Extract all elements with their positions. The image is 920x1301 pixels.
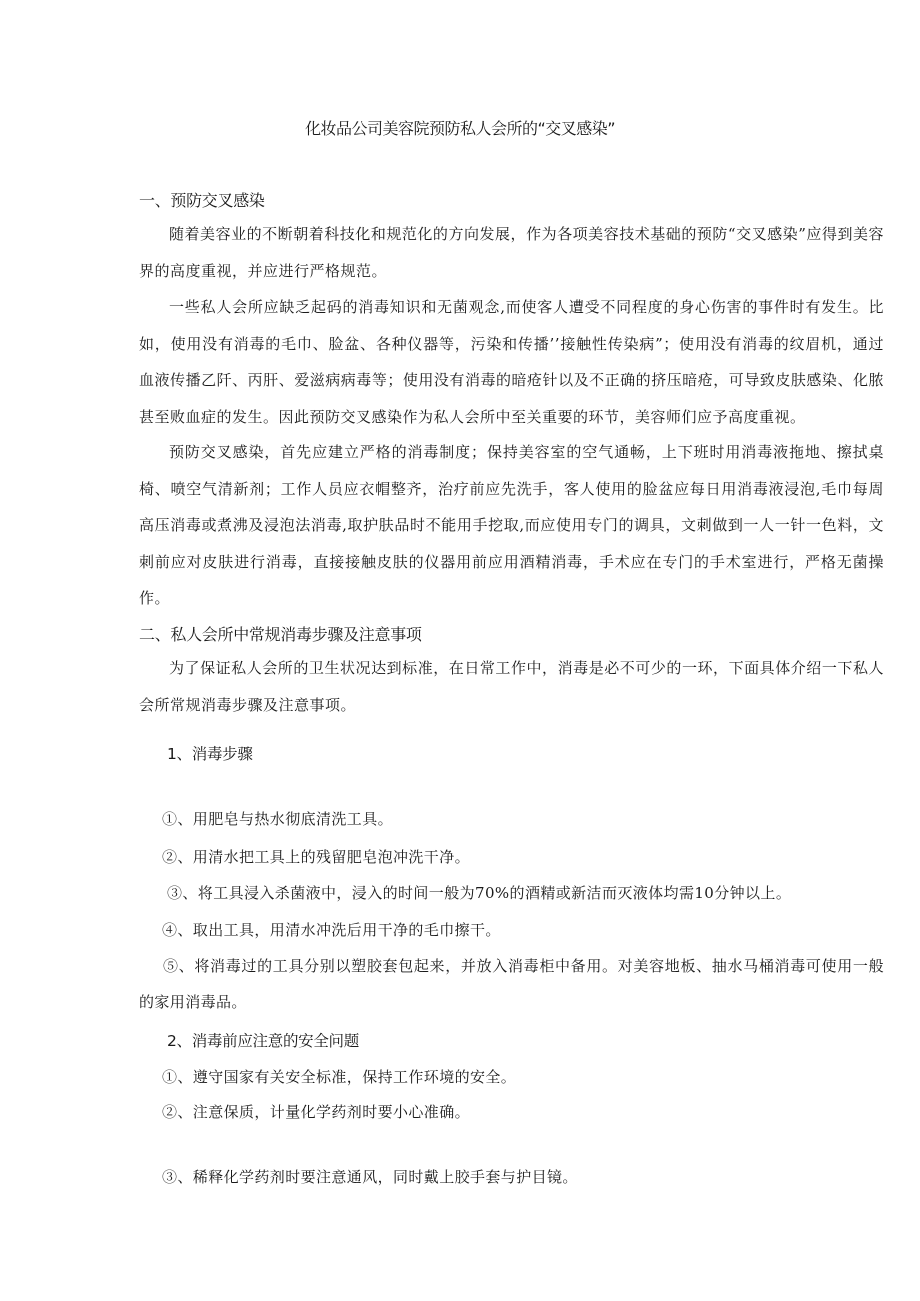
subsection-1-heading: 1、消毒步骤 bbox=[167, 745, 253, 763]
step-item-1: ①、用肥皂与热水彻底清洗工具。 bbox=[162, 810, 394, 828]
document-title: 化妆品公司美容院预防私人会所的“交叉感染” bbox=[304, 119, 616, 138]
step-item-2: ②、用清水把工具上的残留肥皂泡冲洗干净。 bbox=[162, 848, 471, 866]
section-2-intro: 为了保证私人会所的卫生状况达到标准，在日常工作中，消毒是必不可少的一环，下面具体介绍一下私人会所常规消毒步骤及注意事项。 bbox=[139, 659, 884, 714]
section-2-heading: 二、私人会所中常规消毒步骤及注意事项 bbox=[139, 625, 422, 644]
section-1-paragraph-1: 随着美容业的不断朝着科技化和规范化的方向发展，作为各项美容技术基础的预防“交叉感染”应得到美容界的高度重视，并应进行严格规范。 bbox=[139, 225, 884, 280]
step-item-4: ④、取出工具，用清水冲洗后用干净的毛巾擦干。 bbox=[162, 921, 501, 939]
safety-item-1: ①、遵守国家有关安全标准，保持工作环境的安全。 bbox=[162, 1068, 517, 1086]
safety-item-2: ②、注意保质，计量化学药剂时要小心准确。 bbox=[162, 1103, 471, 1121]
section-1-paragraph-2: 一些私人会所应缺乏起码的消毒知识和无菌观念,而使客人遭受不同程度的身心伤害的事件时有发生。比如，使用没有消毒的毛巾、脸盆、各种仪器等，污染和传播’’接触性传染病”；使用没有消毒的纹眉机，通过血液传播乙阡、丙肝、爱滋病病毒等；使用没有消毒的暗疮针以及不正确的挤压暗疮，可导致皮肤感染、化脓甚至败血症的发生。因此预防交叉感染作为私人会所中至关重要的环节，美容师们应予高度重视。 bbox=[139, 298, 884, 426]
step-item-3: ③、将工具浸入杀菌液中，浸入的时间一般为70%的酒精或新洁而灭液体均需10分钟以上。 bbox=[167, 884, 792, 902]
section-1-heading: 一、预防交叉感染 bbox=[139, 191, 265, 210]
safety-item-3: ③、稀释化学药剂时要注意通风，同时戴上胶手套与护目镜。 bbox=[162, 1168, 578, 1186]
step-item-5: ⑤、将消毒过的工具分别以塑胶套包起来，并放入消毒柜中备用。对美容地板、抽水马桶消毒可使用一般的家用消毒品。 bbox=[139, 957, 884, 1011]
section-1-paragraph-3: 预防交叉感染，首先应建立严格的消毒制度；保持美容室的空气通畅，上下班时用消毒液拖地、擦拭桌椅、喷空气清新剂；工作人员应衣帽整齐，治疗前应先洗手，客人使用的脸盆应每日用消毒液浸泡,毛巾每周高压消毒或煮沸及浸泡法消毒,取护肤品时不能用手挖取,而应使用专门的调具，文刺做到一人一针一色料，文刺前应对皮肤进行消毒，直接接触皮肤的仪器用前应用酒精消毒，手术应在专门的手术室进行，严格无菌操作。 bbox=[139, 443, 884, 608]
subsection-2-heading: 2、消毒前应注意的安全问题 bbox=[167, 1032, 359, 1050]
